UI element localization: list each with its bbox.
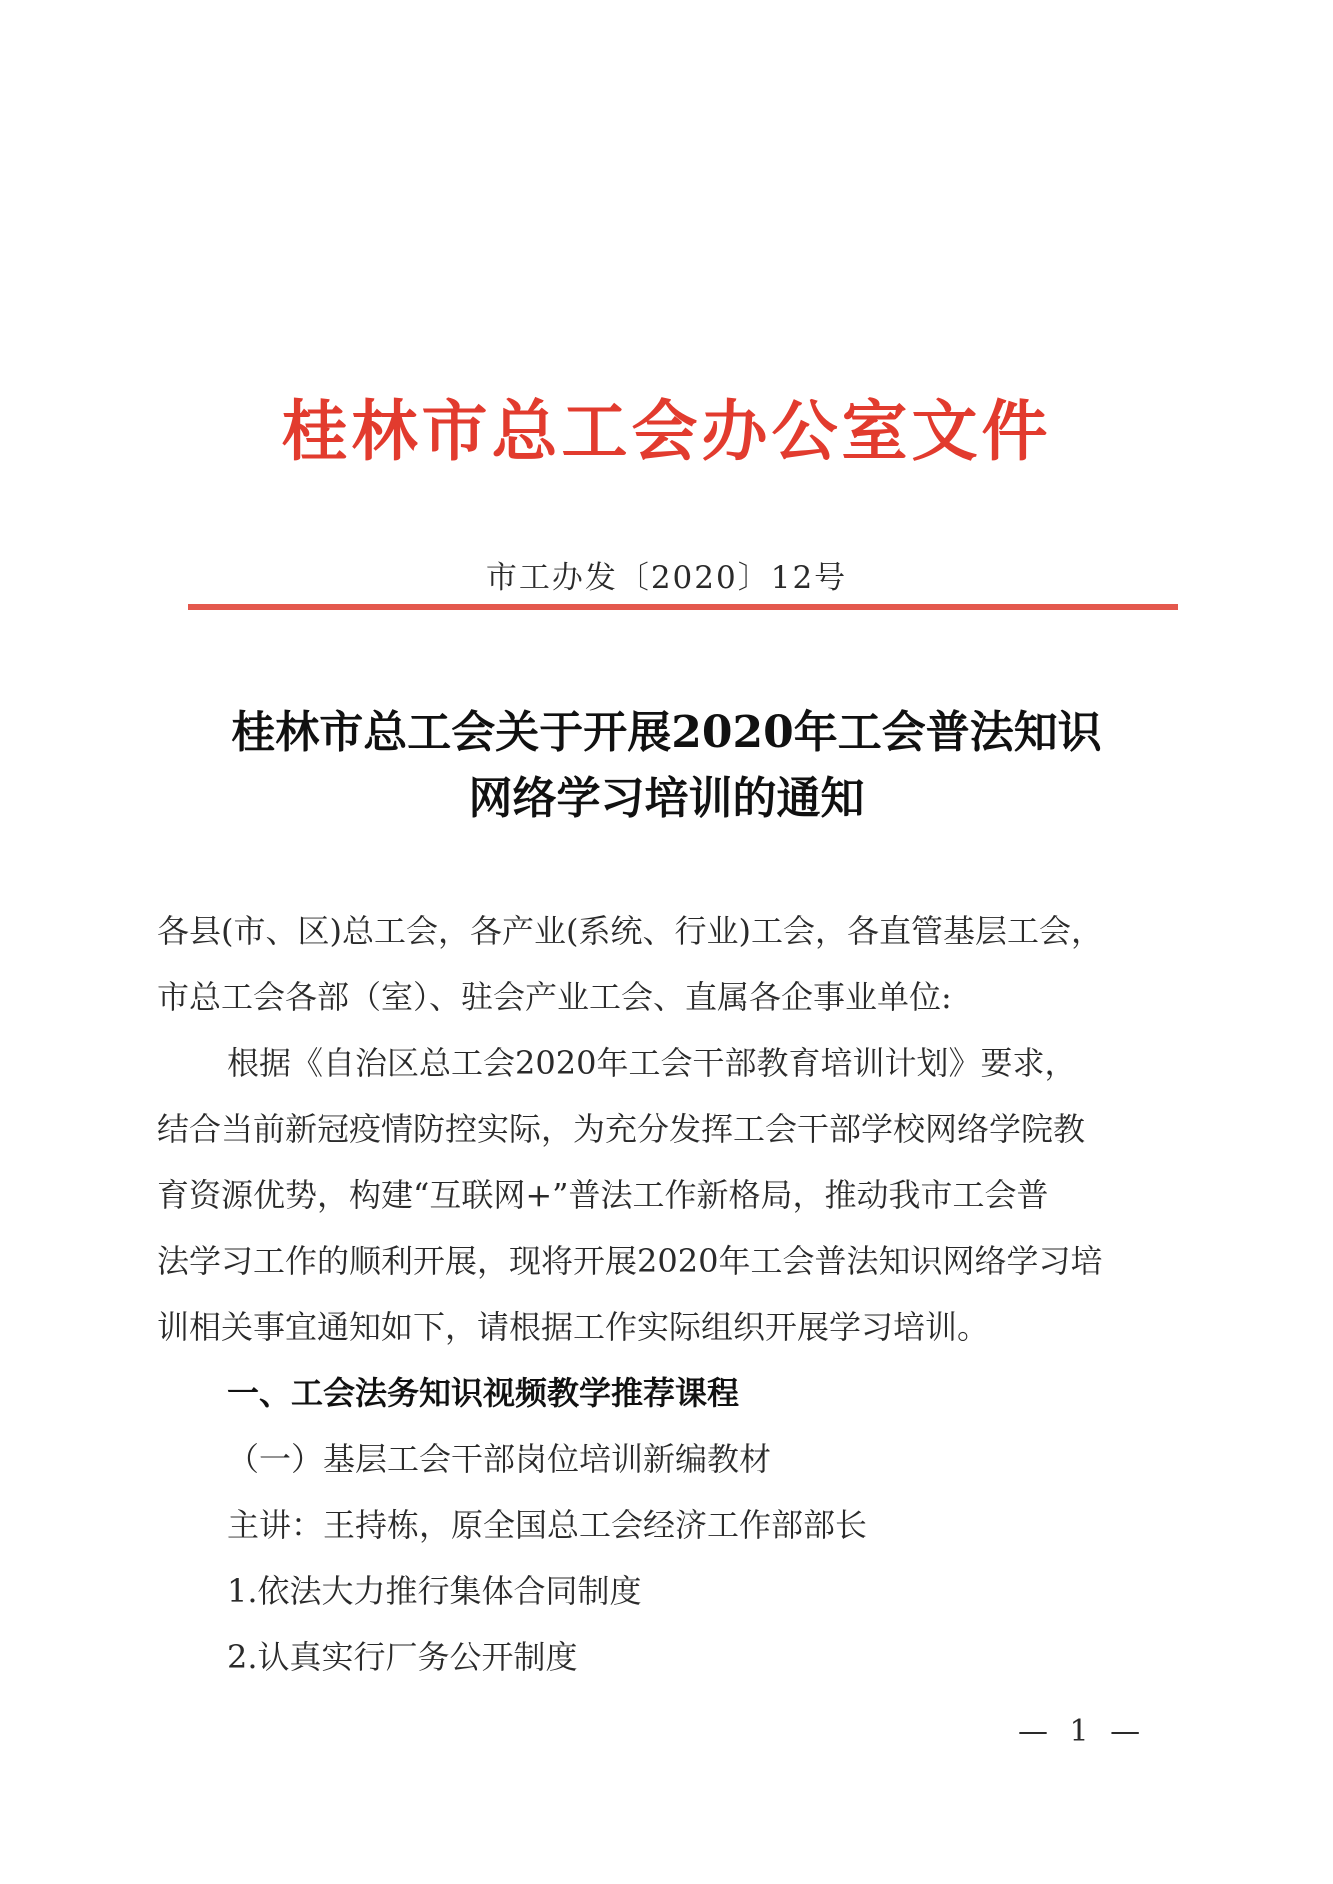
recipients-line-2: 市总工会各部（室）、驻会产业工会、直属各企事业单位:: [157, 978, 952, 1016]
lecturer-line: 主讲：王持栋，原全国总工会经济工作部部长: [227, 1506, 868, 1544]
paragraph-line-4: 法学习工作的顺利开展，现将开展2020年工会普法知识网络学习培: [157, 1242, 1103, 1280]
paragraph-line-5: 训相关事宜通知如下，请根据工作实际组织开展学习培训。: [157, 1308, 990, 1346]
recipients-line-1: 各县(市、区)总工会，各产业(系统、行业)工会，各直管基层工会，: [157, 912, 1103, 950]
paragraph-line-3: 育资源优势，构建“互联网+”普法工作新格局，推动我市工会普: [157, 1176, 1049, 1214]
document-number: 市工办发〔2020〕12号: [485, 560, 848, 596]
course-item: 1.依法大力推行集体合同制度: [227, 1572, 642, 1610]
body-text: [157, 0, 1197, 1884]
sub-heading: （一）基层工会干部岗位培训新编教材: [227, 1440, 772, 1478]
issuer-header: 桂林市总工会办公室文件: [281, 392, 1052, 470]
paragraph-line-2: 结合当前新冠疫情防控实际，为充分发挥工会干部学校网络学院教: [157, 1110, 1086, 1148]
page-number: — 1 —: [1018, 1714, 1147, 1749]
title-line-2: 网络学习培训的通知: [468, 773, 865, 824]
section-heading: 一、工会法务知识视频教学推荐课程: [227, 1374, 740, 1412]
paragraph-line-1: 根据《自治区总工会2020年工会干部教育培训计划》要求，: [227, 1044, 1077, 1082]
course-item: 2.认真实行厂务公开制度: [227, 1638, 578, 1676]
title-line-1: 桂林市总工会关于开展2020年工会普法知识: [231, 707, 1102, 758]
